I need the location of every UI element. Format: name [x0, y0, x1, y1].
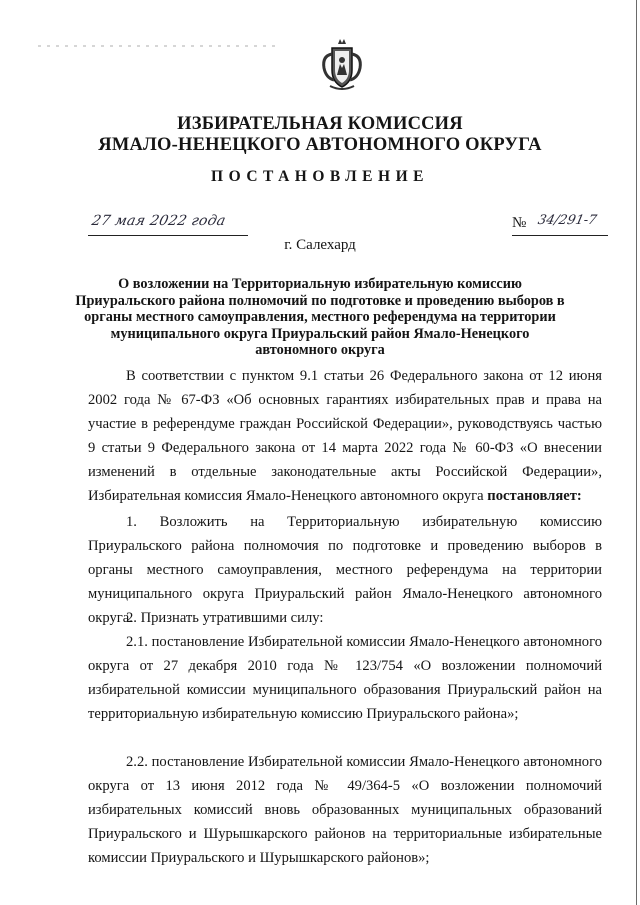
item-2-1-paragraph: 2.1. постановление Избирательной комиссии Ямало-Ненецкого автономного округа от 27 декабря 2010 года № 123/754 «О возложении полномочий избирательной комиссии муниципального образования Приуральский район на территориальную избирательную комиссию Приуральского района»;	[88, 634, 602, 722]
number-sign: №	[512, 215, 527, 231]
city-line: г. Салехард	[284, 237, 356, 253]
org-name-line2: ЯМАЛО-НЕНЕЦКОГО АВТОНОМНОГО ОКРУГА	[98, 135, 542, 155]
intro-paragraph	[88, 364, 602, 508]
handwritten-number: 34/291-7	[536, 213, 599, 228]
document-type-title: ПОСТАНОВЛЕНИЕ	[211, 168, 429, 185]
number-field	[512, 213, 608, 236]
intro-bold-text: постановляет:	[487, 488, 582, 504]
yamalo-nenets-coat-of-arms-icon	[318, 34, 366, 92]
date-field	[88, 213, 248, 236]
intro-text: В соответствии с пунктом 9.1 статьи 26 Федерального закона от 12 июня 2002 года № 67-ФЗ «Об основных гарантиях избирательных прав и права на участие в референдуме граждан Российской Федерации», руководствуясь частью 9 статьи 9 Федерального закона от 14 марта 2022 года № 60-ФЗ «О внесении изменений в отдельные законодательные акты Российской Федерации», Избирательная комиссия Ямало-Ненецкого автономного округа	[88, 368, 602, 504]
decree-subject: О возложении на Территориальную избирательную комиссию Приуральского района полномочий по подготовке и проведению выборов в органы местного самоуправления, местного референдума на территории муниципального округа Приуральский район Ямало-Ненецкого автономного округа	[75, 276, 565, 359]
org-name-line1: ИЗБИРАТЕЛЬНАЯ КОМИССИЯ	[177, 114, 463, 134]
scan-artifact	[38, 45, 278, 47]
item-2-2-paragraph: 2.2. постановление Избирательной комиссии Ямало-Ненецкого автономного округа от 13 июня 2012 года № 49/364-5 «О возложении полномочий избирательных комиссий вновь образованных муниципальных образований Приуральского и Шурышкарского районов на территориальные избирательные комиссии Приуральского и Шурышкарского районов»;	[88, 754, 602, 866]
item-2-paragraph: 2. Признать утратившими силу:	[126, 610, 324, 626]
handwritten-date: 27 мая 2022 года	[90, 213, 228, 229]
item-1-paragraph: 1. Возложить на Территориальную избирательную комиссию Приуральского района полномочия по подготовке и проведению выборов в органы местного самоуправления, местного референдума на территории муниципального округа Приуральский район Ямало-Ненецкого автономного округа.	[88, 514, 602, 626]
